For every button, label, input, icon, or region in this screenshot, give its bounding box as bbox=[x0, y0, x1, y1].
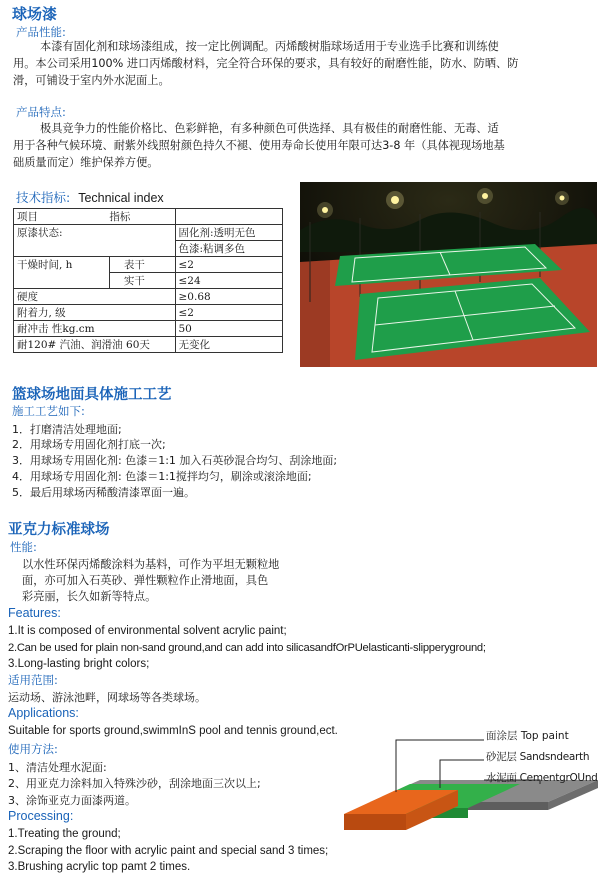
tech-heading-cn: 技术指标: bbox=[16, 190, 71, 205]
scope-text: 运动场、游泳池畔，网球场等各类球场。 bbox=[8, 691, 206, 704]
layer-label-cement: 水泥面 CementgrOUnd bbox=[486, 772, 598, 784]
tennis-court-photo bbox=[300, 182, 597, 367]
feature-item: 1.It is composed of environmental solvent acrylic paint; bbox=[8, 625, 287, 637]
basketball-step: 4．用球场专用固化剂: 色漆＝1:1搅拌均匀，刷涂或滚涂地面; bbox=[12, 470, 312, 483]
table-row: 附着力, 级 ≤2 bbox=[14, 305, 283, 321]
feat-line-2: 用于各种气候环境、耐紫外线照射颜色持久不褪、使用寿命长使用年限可达3-8 年（具体视现场地基 bbox=[13, 139, 505, 152]
basketball-title: 篮球场地面具体施工工艺 bbox=[12, 387, 172, 403]
feat-heading: 产品特点: bbox=[16, 105, 66, 119]
acrylic-title: 亚克力标准球场 bbox=[8, 522, 110, 538]
perf-heading: 产品性能: bbox=[16, 25, 66, 39]
usage-step: 3、涂饰亚克力面漆两道。 bbox=[8, 794, 136, 807]
table-row: 项目 指标 bbox=[14, 209, 283, 225]
table-row: 色漆:粘调多色 bbox=[14, 241, 283, 257]
perf-line-1: 本漆有固化剂和球场漆组成，按一定比例调配。丙烯酸树脂球场适用于专业选手比赛和训练使 bbox=[40, 40, 499, 53]
features-heading: Features: bbox=[8, 606, 61, 620]
tennis-court-image bbox=[300, 182, 597, 367]
perf-line-3: 滑，可铺设于室内外水泥面上。 bbox=[13, 74, 170, 87]
table-row: 实干 ≤24 bbox=[14, 273, 283, 289]
page-title: 球场漆 bbox=[12, 5, 58, 23]
acrylic-perf-line: 彩亮丽，长久如新等特点。 bbox=[22, 590, 157, 603]
table-row: 耐冲击 性kg.cm 50 bbox=[14, 321, 283, 337]
processing-step: 1.Treating the ground; bbox=[8, 828, 121, 840]
basketball-subheading: 施工工艺如下: bbox=[12, 404, 85, 418]
basketball-step: 5．最后用球场丙稀酸清漆罩面一遍。 bbox=[12, 486, 195, 499]
basketball-step: 3．用球场专用固化剂: 色漆＝1:1 加入石英砂混合均匀、刮涂地面; bbox=[12, 454, 338, 467]
table-row: 干燥时间, h 表干 ≤2 bbox=[14, 257, 283, 273]
feature-item: 2.Can be used for plain non-sand ground,and can add into silicasandfOrPUelasticanti-slipperyground; bbox=[8, 642, 486, 654]
feat-line-3: 础质量而定）维护保养方便。 bbox=[13, 156, 159, 169]
processing-step: 3.Brushing acrylic top pamt 2 times. bbox=[8, 861, 191, 873]
basketball-step: 2．用球场专用固化剂打底一次; bbox=[12, 438, 166, 451]
layer-label-top: 面涂层 Top paint bbox=[486, 730, 569, 742]
layer-label-sand: 砂泥层 Sandsndearth bbox=[486, 751, 590, 763]
processing-heading: Processing: bbox=[8, 809, 74, 823]
basketball-step: 1．打磨清洁处理地面; bbox=[12, 423, 122, 436]
usage-heading: 使用方法: bbox=[8, 742, 58, 756]
table-row: 原漆状态: 固化剂:透明无色 bbox=[14, 225, 283, 241]
table-row: 硬度 ≥0.68 bbox=[14, 289, 283, 305]
acrylic-perf-line: 面，亦可加入石英砂、弹性颗粒作止滑地面，具色 bbox=[22, 574, 269, 587]
usage-step: 2、用亚克力涂料加入特殊沙砂，刮涂地面三次以上; bbox=[8, 777, 261, 790]
perf-line-2: 用。本公司采用100% 进口丙烯酸材料，完全符合环保的要求，具有较好的耐磨性能，防水、防晒、防 bbox=[13, 57, 519, 70]
layer-diagram bbox=[340, 722, 598, 842]
processing-step: 2.Scraping the floor with acrylic paint and special sand 3 times; bbox=[8, 845, 329, 857]
tech-heading-en: Technical index bbox=[78, 191, 164, 205]
scope-heading: 适用范围: bbox=[8, 673, 58, 687]
acrylic-perf-heading: 性能: bbox=[10, 540, 37, 554]
feature-item: 3.Long-lasting bright colors; bbox=[8, 658, 150, 670]
spec-table bbox=[13, 208, 283, 353]
feat-line-1: 极具竞争力的性能价格比、色彩鲜艳，有多种颜色可供选择、具有极佳的耐磨性能、无毒、适 bbox=[40, 122, 499, 135]
acrylic-perf-line: 以水性环保丙烯酸涂料为基料，可作为平坦无颗粒地 bbox=[22, 558, 280, 571]
table-row: 耐120# 汽油、润滑油 60天 无变化 bbox=[14, 337, 283, 353]
applications-text: Suitable for sports ground,swimmInS pool and tennis ground,ect. bbox=[8, 725, 338, 737]
usage-step: 1、清洁处理水泥面: bbox=[8, 761, 107, 774]
applications-heading: Applications: bbox=[8, 706, 79, 720]
tech-heading bbox=[16, 188, 164, 206]
